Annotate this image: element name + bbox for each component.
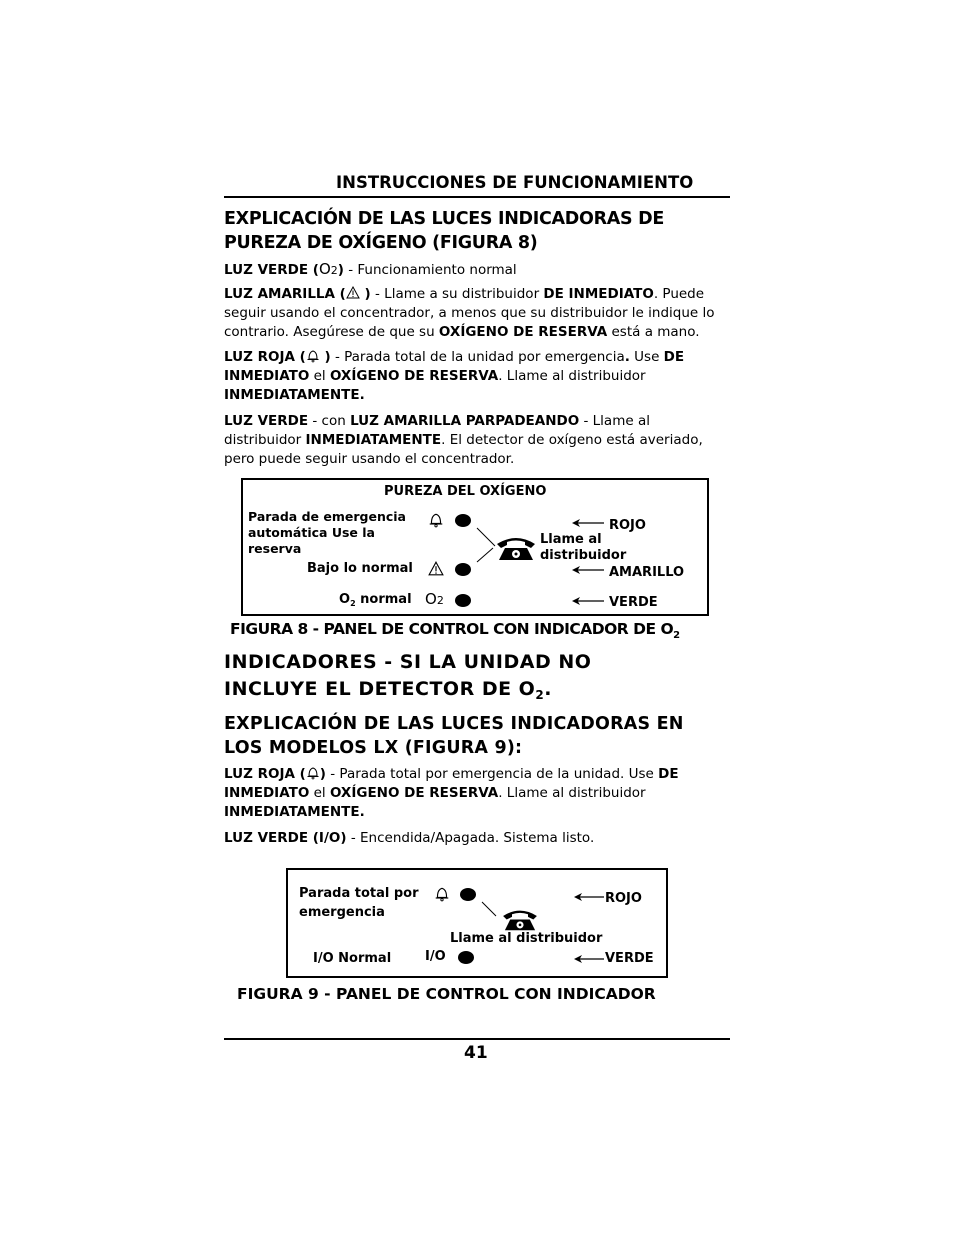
label-rojo: ROJO xyxy=(609,518,646,533)
label-luz-verde: LUZ VERDE ( xyxy=(224,262,319,278)
o2-symbol: O2 xyxy=(318,260,338,278)
section-header: INSTRUCCIONES DE FUNCIONAMIENTO xyxy=(336,173,694,192)
section-title-line: INDICADORES - SI LA UNIDAD NO xyxy=(224,651,592,673)
label-io-normal: I/O Normal xyxy=(313,951,392,966)
paragraph-luz-verde: LUZ VERDE (O2) - Funcionamiento normal xyxy=(224,260,517,278)
telephone-icon xyxy=(500,908,540,932)
label-io: I/O xyxy=(425,949,446,964)
label-parada-emergencia: Parada de emergencia automática Use la reserva xyxy=(248,509,406,556)
figure-9-panel xyxy=(286,868,668,978)
label-parada-total: Parada total por emergencia xyxy=(299,886,419,920)
paragraph-verde-amarilla: LUZ VERDE - con LUZ AMARILLA PARPADEANDO - Llame al distribuidor INMEDIATAMENTE. El detector de oxígeno está averiado, pero puede seguir usando el concentrador. xyxy=(224,413,703,467)
figure-9-caption: FIGURA 9 - PANEL DE CONTROL CON INDICADOR xyxy=(237,985,656,1003)
section-title-line: EXPLICACIÓN DE LAS LUCES INDICADORAS DE xyxy=(224,209,664,229)
label-rojo: ROJO xyxy=(605,891,642,906)
arrow-left-icon xyxy=(574,955,604,963)
paragraph-luz-roja-lx: LUZ ROJA ( ) - Parada total por emergencia de la unidad. Use DE INMEDIATO el OXÍGENO DE RESERVA. Llame al distribuidor INMEDIATAMENTE. xyxy=(224,766,679,820)
figure-8-panel xyxy=(241,478,709,616)
section-title-indicadores xyxy=(224,649,591,709)
label-bajo-normal: Bajo lo normal xyxy=(307,561,413,576)
bell-icon xyxy=(306,349,320,363)
label-luz-roja: LUZ ROJA ( xyxy=(224,349,306,365)
section-title-lx xyxy=(224,712,684,760)
arrow-left-icon xyxy=(572,566,604,574)
section-title-pureza xyxy=(224,207,664,255)
warning-icon xyxy=(346,286,360,299)
figure-8-title: PUREZA DEL OXÍGENO xyxy=(384,484,547,499)
figure-8-caption: FIGURA 8 - PANEL DE CONTROL CON INDICADOR DE $O_2$ xyxy=(230,620,680,641)
label-llame-distribuidor: Llame al distribuidor xyxy=(450,931,603,946)
label-o2-normal: $O_2$ normal xyxy=(339,592,412,608)
bell-icon xyxy=(306,766,320,780)
paragraph-luz-roja: LUZ ROJA ( ) - Parada total de la unidad por emergencia. Use DE INMEDIATO el OXÍGENO DE RESERVA. Llame al distribuidor INMEDIATAMENTE. xyxy=(224,349,685,403)
label-llame-distribuidor: Llame al distribuidor xyxy=(540,532,627,563)
header-rule xyxy=(224,196,730,198)
paragraph-luz-amarilla: LUZ AMARILLA ( ) - Llame a su distribuidor DE INMEDIATO. Puede seguir usando el concentrador, a menos que su distribuidor le indique lo contrario. Asegúrese de que su OXÍGENO DE RESERVA está a mano. xyxy=(224,286,715,340)
footer-rule xyxy=(224,1038,730,1040)
paragraph-luz-verde-io: LUZ VERDE (I/O) - Encendida/Apagada. Sistema listo. xyxy=(224,830,595,846)
arrow-left-icon xyxy=(574,893,604,901)
label-luz-amarilla: LUZ AMARILLA ( xyxy=(224,286,346,302)
paragraph-text: - Funcionamiento normal xyxy=(343,262,517,278)
label-verde: VERDE xyxy=(609,595,658,610)
o2-symbol: O2 xyxy=(425,590,444,608)
telephone-icon xyxy=(495,535,537,562)
section-title-line: LOS MODELOS LX (FIGURA 9): xyxy=(224,738,523,758)
section-title-line: EXPLICACIÓN DE LAS LUCES INDICADORAS EN xyxy=(224,714,684,734)
arrow-left-icon xyxy=(572,597,604,605)
arrow-left-icon xyxy=(572,519,604,527)
label-amarillo: AMARILLO xyxy=(609,565,685,580)
page-number: 41 xyxy=(464,1043,488,1063)
section-title-line: INCLUYE EL DETECTOR DE $O_2$. xyxy=(224,678,552,702)
label-luz-roja: LUZ ROJA ( xyxy=(224,766,306,782)
section-title-line: PUREZA DE OXÍGENO (FIGURA 8) xyxy=(224,233,538,253)
label-verde: VERDE xyxy=(605,951,654,966)
